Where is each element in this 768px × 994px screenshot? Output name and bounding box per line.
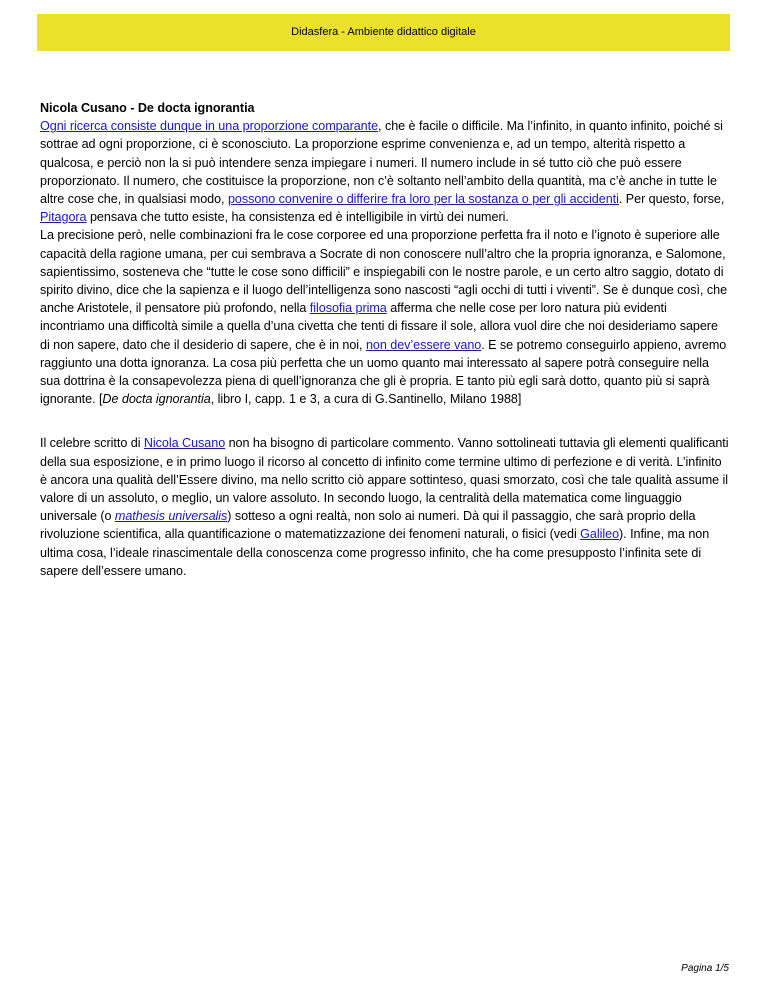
link-galileo[interactable]: Galileo (580, 527, 620, 542)
paragraph-text: non ha bisogno di particolare commento. Vanno sottolineati tuttavia gli elementi qualificanti della sua esposizione, e in primo luogo il ricorso al concetto di infinito come termine ultimo di perfezione e di verità. L’infinito è ancora una qualità dell’Essere divino, ma nello scritto ciò appare sottinteso, quasi smorzato, così che tale qualità assume il valore di un assoluto, o meglio, un valore assoluto. In secondo luogo, la centralità della matematica come linguaggio universale (o (40, 436, 729, 524)
paragraph-text: , che è facile o difficile. Ma l’infinito, in quanto infinito, poiché si sottrae ad ogni proporzione, ci è sconosciuto. La proporzione esprime convenienza e, ad un tempo, alterità rispetto a qualcosa, e perciò non la si può intendere senza impiegare i numeri. Il numero include in sé tutto ciò che può essere proporzionato. Il numero, che costituisce la proporzione, non c’è soltanto nell’ambito della quantità, ma c’è anche in tutte le altre cose che, in qualsiasi modo, (40, 119, 723, 207)
quote-paragraph-2 (40, 226, 730, 408)
paragraph-text: Il celebre scritto di (40, 436, 144, 451)
paragraph-spacer (40, 408, 730, 434)
paragraph-text: La precisione però, nelle combinazioni fra le cose corporee ed una proporzione perfetta fra il noto e l’ignoto è superiore alle capacità della ragione umana, per cui sembrava a Socrate di non conoscere null’altro che la propria ignoranza, e Salomone, sapientissimo, sosteneva che “tutte le cose sono difficili” e inspiegabili con le nostre parole, e un certo altro saggio, dotato di spirito divino, dice che la sapienza e il luogo dell’intelligenza sono nascosti “agli occhi di tutti i viventi”. Se è dunque così, che anche Aristotele, il pensatore più profondo, nella (40, 228, 728, 316)
citation-details: , libro I, capp. 1 e 3, a cura di G.Santinello, Milano 1988] (210, 392, 522, 407)
paragraph-text: ). Infine, ma non ultima cosa, l’ideale rinascimentale della conoscenza come progresso infinito, che ha come presupposto l’infinita sete di sapere dell’essere umano. (40, 527, 710, 578)
commentary-paragraph (40, 434, 730, 580)
link-nicola-cusano[interactable]: Nicola Cusano (143, 436, 226, 451)
link-filosofia-prima[interactable]: filosofia prima (309, 301, 387, 316)
article-body (40, 99, 730, 580)
paragraph-text: pensava che tutto esiste, ha consistenza ed è intelligibile in virtù dei numeri. (86, 210, 509, 225)
site-header-bar (37, 14, 730, 51)
paragraph-text: . Per questo, forse, (618, 192, 725, 207)
link-proporzione-comparante[interactable]: Ogni ricerca consiste dunque in una proporzione comparante (40, 119, 379, 134)
link-mathesis-universalis[interactable] (115, 509, 227, 523)
link-pitagora[interactable]: Pitagora (40, 210, 87, 225)
article-title: Nicola Cusano - De docta ignorantia (40, 101, 255, 115)
paragraph-text: afferma che nelle cose per loro natura più evidenti incontriamo una difficoltà simile a quella d’una civetta che tenti di fissare il sole, allora vuol dire che noi desideriamo sapere di non sapere, dato che il desiderio di sapere, che è in noi, (40, 301, 718, 352)
link-mathesis-universalis-text: mathesis universalis (114, 509, 228, 524)
page-number: Pagina 1/5 (681, 963, 729, 974)
paragraph-text: ) sotteso a ogni realtà, non solo ai numeri. Dà qui il passaggio, che sarà proprio della rivoluzione scientifica, alla quantificazione o matematizzazione dei fenomeni naturali, o fisici (vedi (40, 509, 696, 542)
link-convenire-differire[interactable]: possono convenire o differire fra loro per la sostanza o per gli accidenti (227, 192, 619, 207)
link-non-deve-essere-vano[interactable]: non dev’essere vano (365, 337, 482, 352)
quote-paragraph-1 (40, 117, 730, 226)
site-title: Didasfera - Ambiente didattico digitale (291, 26, 476, 38)
paragraph-text: . E se potremo conseguirlo appieno, avremo raggiunto una dotta ignoranza. La cosa più perfetta che un uomo quanto mai interessato al sapere potrà conseguire nella sua dottrina è la consapevolezza piena di quell’ignoranza che gli è propria. E tanto più egli sarà dotto, quanto più si saprà ignorante. [ (40, 337, 727, 407)
citation-title: De docta ignorantia (102, 392, 211, 407)
